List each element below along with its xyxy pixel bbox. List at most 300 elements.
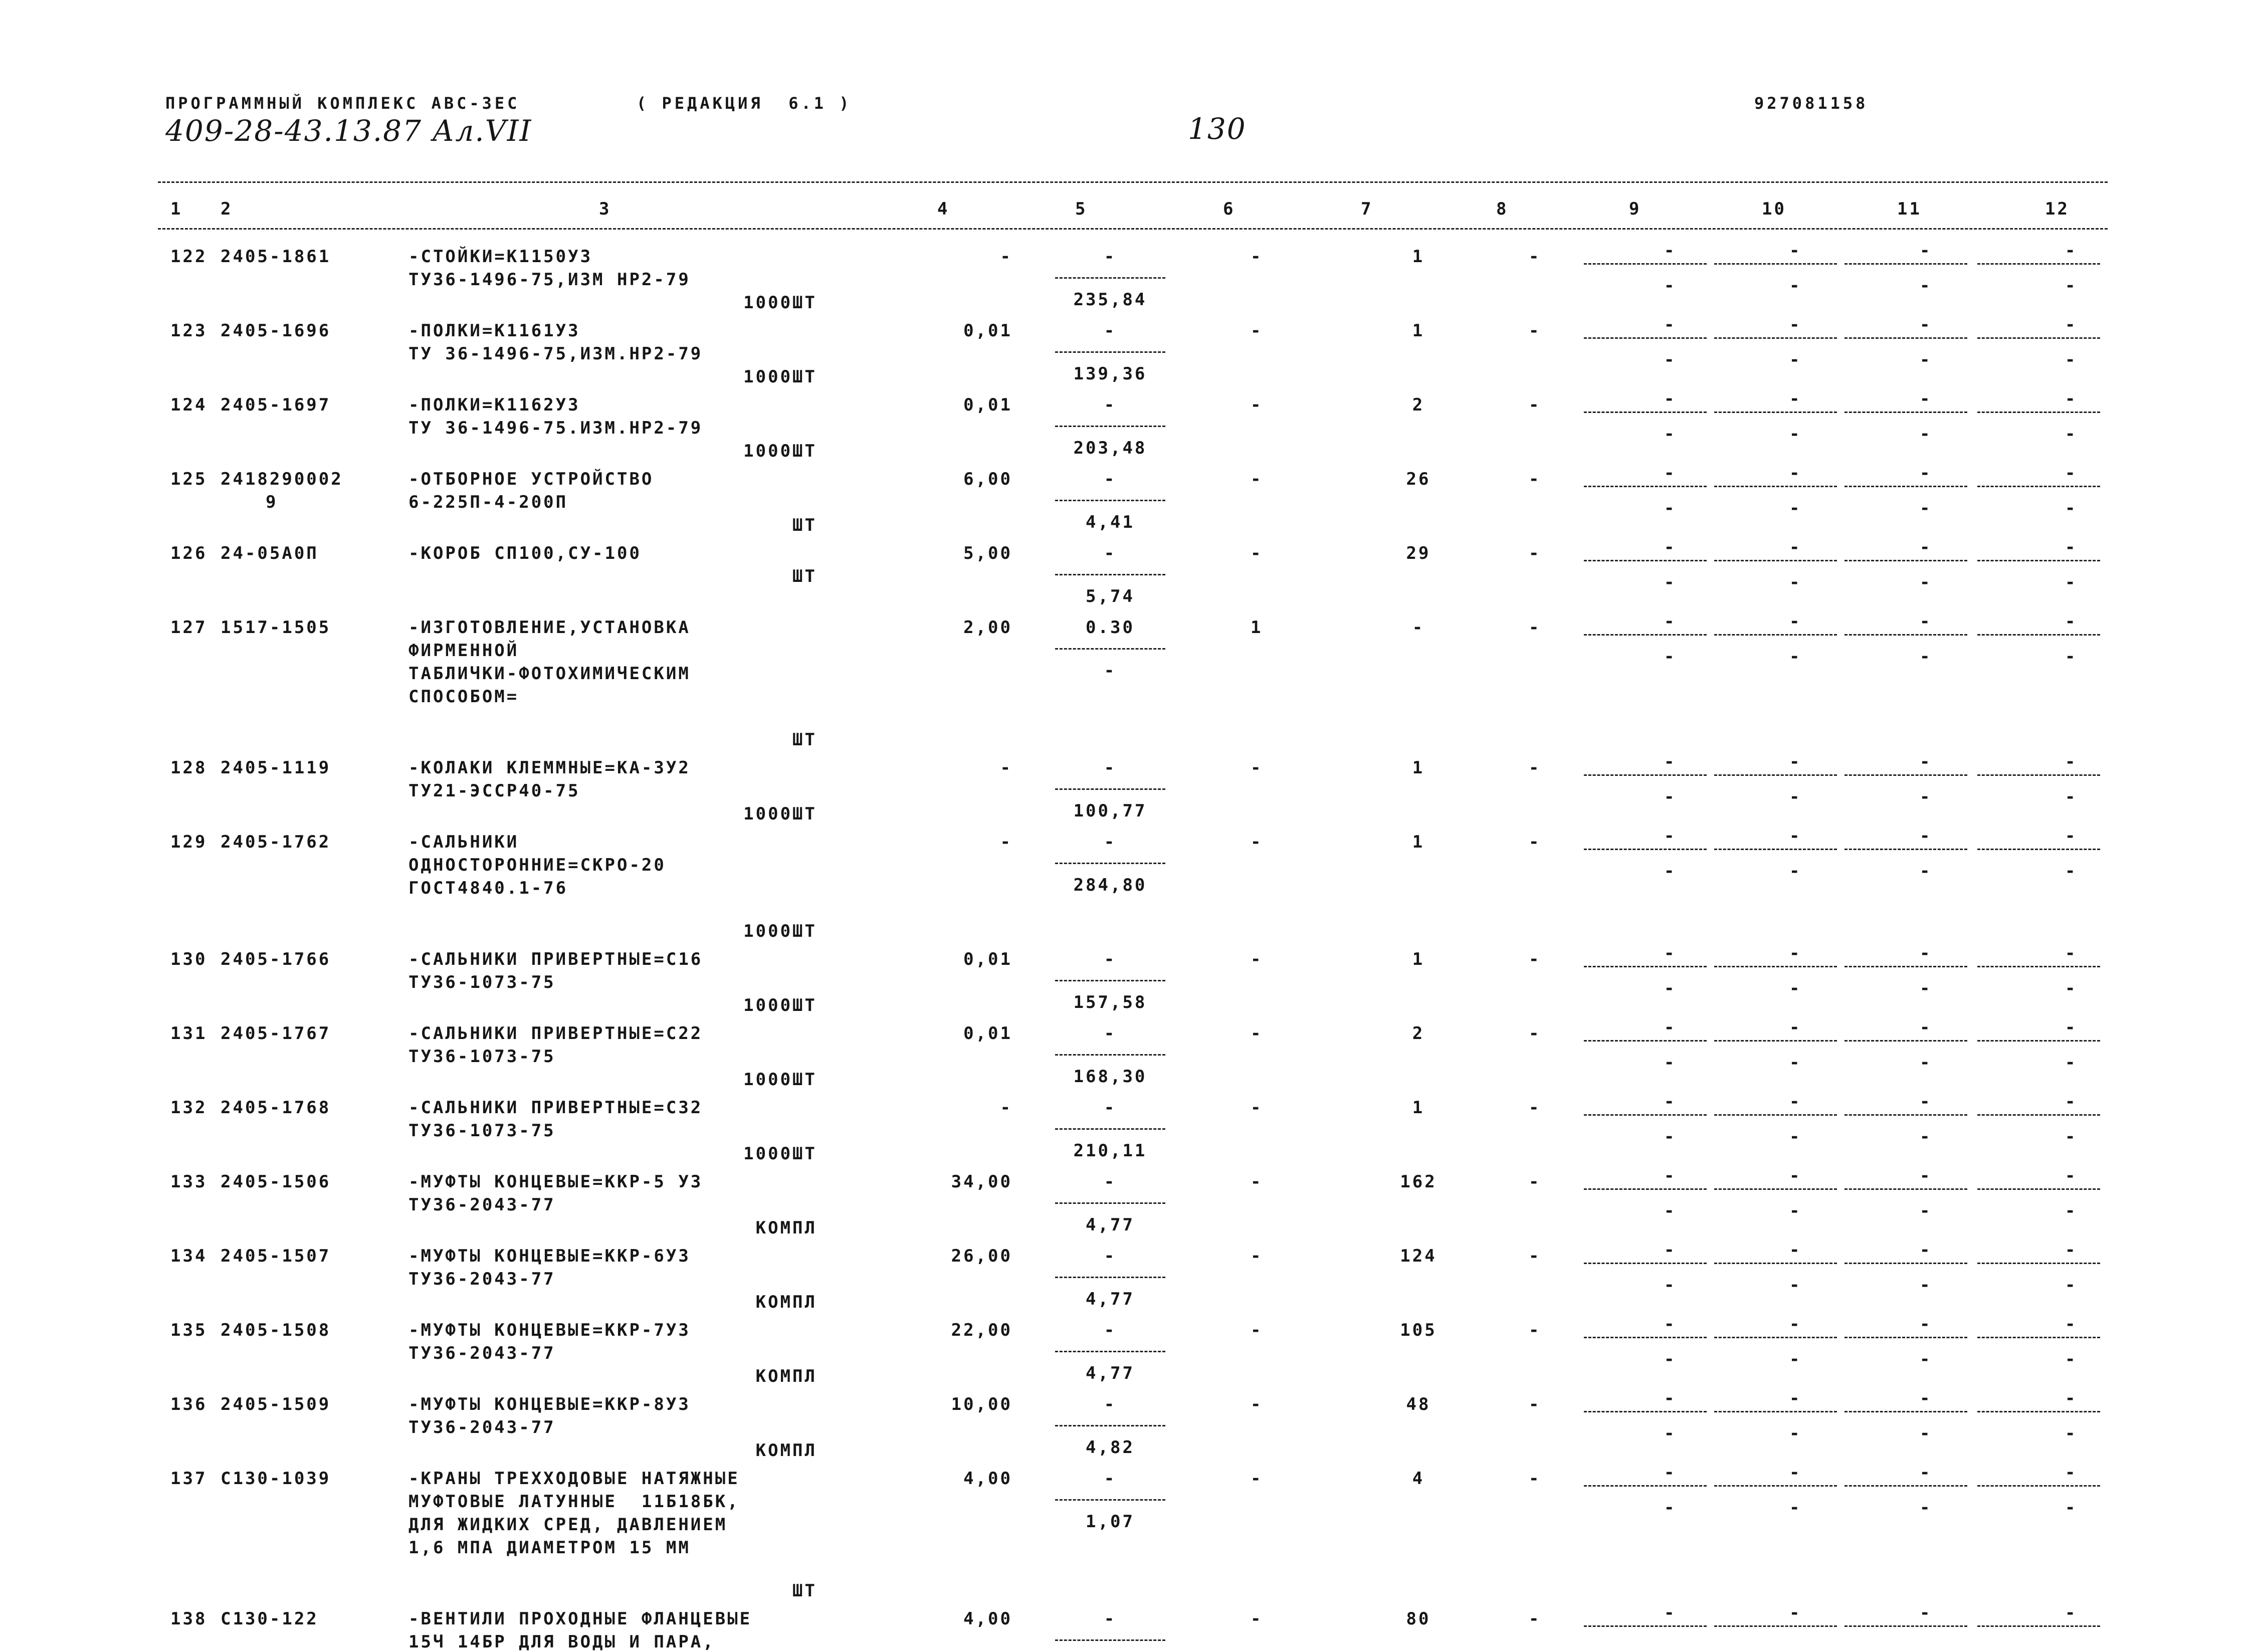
row-col7: 80 [1406,1609,1431,1629]
row-col11: - [1920,1240,1932,1260]
row-col5-subtotal: 5,74 [1086,586,1135,606]
row-unit: КОМПЛ [755,1218,817,1238]
row-col10-lower: - [1789,978,1802,998]
row-code: 2405-1762 [221,832,331,852]
row-col5-subtotal: 235,84 [1073,290,1147,310]
row-description-line: ТУ36-2043-77 [408,1269,556,1289]
row-col10-lower: - [1789,276,1802,296]
row-col12-lower: - [2065,1423,2078,1443]
column-header-7: 7 [1361,199,1373,219]
row-col5-rule [1055,574,1165,575]
column-header-11: 11 [1897,199,1922,219]
row-col7: 1 [1412,321,1425,341]
row-number: 133 [170,1172,208,1192]
row-description-line: ТУ36-1496-75,ИЗМ НР2-79 [408,270,691,290]
column-header-9: 9 [1629,199,1641,219]
row-col10: - [1789,1092,1802,1112]
row-col4: 0,01 [963,395,1012,415]
row-code: 2405-1697 [221,395,331,415]
row-unit: 1000ШТ [743,804,817,824]
row-col9-lower: - [1664,1201,1677,1221]
row-description-line: ТАБЛИЧКИ-ФОТОХИМИЧЕСКИМ [408,664,691,684]
row-right-rule [1977,966,2100,967]
row-col5-subtotal: 4,82 [1086,1437,1135,1458]
row-col11-lower: - [1920,787,1932,807]
row-code: 24-05А0П [221,543,319,563]
row-col11-lower: - [1920,1349,1932,1369]
row-unit: 1000ШТ [743,1070,817,1090]
row-col7: 29 [1406,543,1431,563]
row-number: 126 [170,543,208,563]
row-right-rule [1844,1040,1967,1042]
row-right-rule [1584,774,1707,776]
row-number: 128 [170,758,208,778]
row-col10-lower: - [1789,1349,1802,1369]
row-description-line: -КОЛАКИ КЛЕММНЫЕ=КА-3У2 [408,758,691,778]
row-right-rule [1844,774,1967,776]
row-col5-rule [1055,648,1165,650]
row-col12-lower: - [2065,424,2078,444]
row-description-line: -КОРОБ СП100,СУ-100 [408,543,642,563]
row-col9-lower: - [1664,978,1677,998]
row-col12: - [2065,752,2078,772]
row-right-rule [1584,634,1707,636]
row-description-line: -МУФТЫ КОНЦЕВЫЕ=ККР-5 У3 [408,1172,703,1192]
row-col8: - [1529,395,1541,415]
row-right-rule [1584,1188,1707,1190]
row-col4: 34,00 [951,1172,1012,1192]
row-description-line: СПОСОБОМ= [408,687,519,707]
row-col5: - [1104,758,1117,778]
row-right-rule [1844,411,1967,413]
row-right-rule [1977,1337,2100,1338]
row-col8: - [1529,1320,1541,1340]
row-col6: - [1251,832,1263,852]
row-col11-lower: - [1920,1498,1932,1518]
row-unit: 1000ШТ [743,1144,817,1164]
row-unit: КОМПЛ [755,1292,817,1312]
row-col11: - [1920,1314,1932,1334]
row-col11-lower: - [1920,978,1932,998]
row-right-rule [1977,1114,2100,1116]
row-col10-lower: - [1789,424,1802,444]
row-col9: - [1664,1314,1677,1334]
row-col4: 0,01 [963,321,1012,341]
row-col10-lower: - [1789,572,1802,592]
row-col11-lower: - [1920,276,1932,296]
row-right-rule [1844,486,1967,487]
row-number: 123 [170,321,208,341]
row-col10-lower: - [1789,1275,1802,1295]
row-number: 132 [170,1098,208,1118]
row-col12: - [2065,1603,2078,1623]
row-right-rule [1844,1485,1967,1487]
row-unit: 1000ШТ [743,441,817,461]
row-right-rule [1584,1114,1707,1116]
row-col10: - [1789,1166,1802,1186]
row-col7: 162 [1400,1172,1437,1192]
row-col5: - [1104,1394,1117,1414]
row-right-rule [1977,1625,2100,1627]
row-col10: - [1789,1388,1802,1408]
row-right-rule [1714,560,1837,561]
row-col10-lower: - [1789,1053,1802,1073]
row-description-line: -ОТБОРНОЕ УСТРОЙСТВО [408,469,654,489]
row-col5-subtotal: 203,48 [1073,438,1147,458]
row-col10-lower: - [1789,1498,1802,1518]
row-col9: - [1664,241,1677,261]
row-col9-lower: - [1664,647,1677,667]
row-col11: - [1920,537,1932,557]
row-col5: 0.30 [1086,617,1135,638]
row-code: С130-1039 [221,1469,331,1489]
row-col12: - [2065,1314,2078,1334]
row-col11: - [1920,611,1932,632]
row-col8: - [1529,1394,1541,1414]
row-col11: - [1920,1603,1932,1623]
row-col10: - [1789,1240,1802,1260]
row-col9-lower: - [1664,861,1677,881]
row-col5-rule [1055,1202,1165,1204]
row-unit: КОМПЛ [755,1440,817,1461]
row-col8: - [1529,949,1541,969]
row-col12-lower: - [2065,276,2078,296]
column-header-1: 1 [170,199,183,219]
row-col5-rule [1055,1499,1165,1501]
row-right-rule [1714,263,1837,265]
row-col9: - [1664,315,1677,335]
row-col4: 4,00 [963,1609,1012,1629]
row-col4: - [1000,832,1012,852]
row-description-line: 15Ч 14БР ДЛЯ ВОДЫ И ПАРА, [408,1632,715,1652]
row-col11-lower: - [1920,1127,1932,1147]
row-description-line: -МУФТЫ КОНЦЕВЫЕ=ККР-6У3 [408,1246,691,1266]
row-col9: - [1664,1166,1677,1186]
column-header-8: 8 [1496,199,1509,219]
column-header-4: 4 [937,199,950,219]
row-right-rule [1584,1411,1707,1412]
row-col8: - [1529,1023,1541,1044]
row-col12-lower: - [2065,350,2078,370]
row-unit: 1000ШТ [743,293,817,313]
row-col9: - [1664,1092,1677,1112]
row-col5: - [1104,1172,1117,1192]
row-col7: 1 [1412,758,1425,778]
row-col6: - [1251,1609,1263,1629]
row-right-rule [1977,774,2100,776]
row-code: 2405-1696 [221,321,331,341]
row-unit: 1000ШТ [743,921,817,941]
row-number: 134 [170,1246,208,1266]
page-number: 130 [1188,112,1247,146]
row-code: 1517-1505 [221,617,331,638]
row-description-line: ТУ36-2043-77 [408,1343,556,1363]
row-col11-lower: - [1920,647,1932,667]
row-col5: - [1104,543,1117,563]
row-col11-lower: - [1920,1423,1932,1443]
row-right-rule [1584,1040,1707,1042]
row-col5-rule [1055,863,1165,864]
row-col7: 4 [1412,1469,1425,1489]
row-col6: - [1251,1394,1263,1414]
row-col4: - [1000,758,1012,778]
row-right-rule [1714,1263,1837,1264]
row-right-rule [1584,263,1707,265]
row-col9: - [1664,752,1677,772]
row-col11-lower: - [1920,350,1932,370]
row-col5: - [1104,832,1117,852]
row-col12-lower: - [2065,1349,2078,1369]
row-right-rule [1844,263,1967,265]
row-description-line: 6-225П-4-200П [408,492,568,512]
row-col8: - [1529,1246,1541,1266]
row-col9: - [1664,1463,1677,1483]
row-description-line: ТУ36-2043-77 [408,1195,556,1215]
row-right-rule [1584,560,1707,561]
row-right-rule [1584,849,1707,850]
row-right-rule [1714,1114,1837,1116]
row-col12: - [2065,1166,2078,1186]
row-col5-subtotal: 4,77 [1086,1289,1135,1309]
row-right-rule [1584,966,1707,967]
row-col8: - [1529,321,1541,341]
row-col9: - [1664,943,1677,963]
row-col6: - [1251,949,1263,969]
row-col10-lower: - [1789,498,1802,518]
row-right-rule [1844,1263,1967,1264]
row-description-line: -САЛЬНИКИ ПРИВЕРТНЫЕ=С16 [408,949,703,969]
row-col4: 26,00 [951,1246,1012,1266]
row-col6: - [1251,1320,1263,1340]
row-description-line: -МУФТЫ КОНЦЕВЫЕ=ККР-8У3 [408,1394,691,1414]
row-number: 124 [170,395,208,415]
row-code: 2405-1768 [221,1098,331,1118]
row-col9-lower: - [1664,1423,1677,1443]
row-right-rule [1714,774,1837,776]
row-col5-subtotal: 284,80 [1073,875,1147,895]
row-description-line: ТУ36-1073-75 [408,972,556,992]
row-col9-lower: - [1664,1127,1677,1147]
document-code: 927081158 [1754,94,1869,113]
row-col6: - [1251,247,1263,267]
row-number: 130 [170,949,208,969]
row-col12: - [2065,1240,2078,1260]
row-col5-subtotal: 168,30 [1073,1067,1147,1087]
row-col11: - [1920,943,1932,963]
row-number: 135 [170,1320,208,1340]
row-col10: - [1789,826,1802,846]
row-col4: - [1000,1098,1012,1118]
row-col9: - [1664,463,1677,483]
row-description-line: ТУ36-2043-77 [408,1417,556,1437]
row-description-line: ФИРМЕННОЙ [408,641,519,661]
row-col7: 1 [1412,247,1425,267]
row-col9: - [1664,1240,1677,1260]
row-code: 2405-1767 [221,1023,331,1044]
row-description-line: 1,6 МПА ДИАМЕТРОМ 15 ММ [408,1538,691,1558]
row-col5-rule [1055,788,1165,790]
row-number: 127 [170,617,208,638]
row-col12-lower: - [2065,978,2078,998]
row-right-rule [1714,1485,1837,1487]
row-col12: - [2065,389,2078,409]
row-col10: - [1789,1603,1802,1623]
row-col7: 105 [1400,1320,1437,1340]
row-col8: - [1529,469,1541,489]
row-col6: - [1251,1023,1263,1044]
row-code: 2405-1507 [221,1246,331,1266]
row-col5-subtotal: 139,36 [1073,364,1147,384]
row-col6: - [1251,543,1263,563]
row-col9: - [1664,1388,1677,1408]
row-col5-subtotal: 100,77 [1073,801,1147,821]
row-col6: - [1251,469,1263,489]
row-col12-lower: - [2065,498,2078,518]
row-col9-lower: - [1664,1498,1677,1518]
row-right-rule [1714,966,1837,967]
row-col11: - [1920,1092,1932,1112]
row-col11: - [1920,1463,1932,1483]
row-description-line: ГОСТ4840.1-76 [408,878,568,898]
row-right-rule [1844,1411,1967,1412]
row-number: 122 [170,247,208,267]
row-right-rule [1584,486,1707,487]
row-col7: 26 [1406,469,1431,489]
row-right-rule [1584,1263,1707,1264]
row-col10-lower: - [1789,1201,1802,1221]
row-col10: - [1789,537,1802,557]
row-col6: - [1251,321,1263,341]
row-col12: - [2065,241,2078,261]
row-right-rule [1977,849,2100,850]
row-col8: - [1529,832,1541,852]
row-col11: - [1920,752,1932,772]
row-right-rule [1844,1337,1967,1338]
row-col7: 2 [1412,395,1425,415]
row-col8: - [1529,1172,1541,1192]
row-description-line: ДЛЯ ЖИДКИХ СРЕД, ДАВЛЕНИЕМ [408,1515,728,1535]
row-right-rule [1977,560,2100,561]
row-col12-lower: - [2065,572,2078,592]
row-code-suffix: 9 [266,492,278,512]
row-col5: - [1104,1320,1117,1340]
row-right-rule [1714,1411,1837,1412]
row-number: 129 [170,832,208,852]
row-col10: - [1789,752,1802,772]
row-description-line: -КРАНЫ ТРЕХХОДОВЫЕ НАТЯЖНЫЕ [408,1469,740,1489]
row-col4: 6,00 [963,469,1012,489]
row-col4: 10,00 [951,1394,1012,1414]
row-col12: - [2065,611,2078,632]
row-col7: 1 [1412,832,1425,852]
column-header-3: 3 [599,199,611,219]
row-right-rule [1977,337,2100,339]
row-unit: ШТ [792,515,817,535]
row-col5: - [1104,469,1117,489]
row-col10: - [1789,389,1802,409]
row-col11: - [1920,389,1932,409]
row-col12-lower: - [2065,861,2078,881]
row-col11: - [1920,241,1932,261]
row-right-rule [1844,1188,1967,1190]
row-col5-subtotal: - [1104,661,1117,681]
row-col4: - [1000,247,1012,267]
row-col9-lower: - [1664,498,1677,518]
row-right-rule [1714,634,1837,636]
row-col12: - [2065,1463,2078,1483]
row-col12-lower: - [2065,787,2078,807]
row-right-rule [1584,1625,1707,1627]
row-col6: - [1251,1469,1263,1489]
row-right-rule [1977,1263,2100,1264]
row-code: 2405-1766 [221,949,331,969]
row-col11: - [1920,1388,1932,1408]
row-col10: - [1789,1463,1802,1483]
column-header-2: 2 [221,199,233,219]
row-right-rule [1714,1337,1837,1338]
row-col11: - [1920,1166,1932,1186]
row-col5-subtotal: 4,77 [1086,1215,1135,1235]
row-col5: - [1104,1098,1117,1118]
row-col6: - [1251,1246,1263,1266]
row-col11-lower: - [1920,572,1932,592]
row-col5-rule [1055,1639,1165,1641]
row-col5-rule [1055,980,1165,981]
row-unit: ШТ [792,1581,817,1601]
row-right-rule [1977,1411,2100,1412]
row-col10: - [1789,1017,1802,1038]
row-col11-lower: - [1920,1201,1932,1221]
row-col8: - [1529,1098,1541,1118]
row-col5-rule [1055,426,1165,427]
row-col12: - [2065,463,2078,483]
row-code: 2405-1508 [221,1320,331,1340]
row-col5: - [1104,949,1117,969]
row-col7: 1 [1412,949,1425,969]
row-col4: 2,00 [963,617,1012,638]
row-col12: - [2065,1092,2078,1112]
header-rule-bottom [158,228,2108,230]
row-col5-rule [1055,1277,1165,1278]
row-col5: - [1104,1246,1117,1266]
row-col8: - [1529,1609,1541,1629]
row-col8: - [1529,247,1541,267]
row-col5-subtotal: 4,41 [1086,512,1135,532]
row-col10: - [1789,611,1802,632]
row-right-rule [1977,263,2100,265]
row-col10-lower: - [1789,1127,1802,1147]
row-right-rule [1977,411,2100,413]
row-col9-lower: - [1664,1275,1677,1295]
row-number: 137 [170,1469,208,1489]
row-col8: - [1529,543,1541,563]
row-right-rule [1584,337,1707,339]
row-right-rule [1844,634,1967,636]
row-col9: - [1664,611,1677,632]
row-col7: 1 [1412,1098,1425,1118]
row-col5-rule [1055,351,1165,353]
row-col5-rule [1055,277,1165,279]
row-col5-subtotal: 4,77 [1086,1363,1135,1383]
row-description-line: ТУ 36-1496-75,ИЗМ.НР2-79 [408,344,703,364]
row-col10-lower: - [1789,647,1802,667]
row-description-line: -ВЕНТИЛИ ПРОХОДНЫЕ ФЛАНЦЕВЫЕ [408,1609,752,1629]
row-description-line: ТУ21-ЭССР40-75 [408,781,580,801]
program-title: ПРОГРАММНЫЙ КОМПЛЕКС АВС-3ЕС [165,94,520,113]
header-rule-top [158,181,2108,183]
row-col4: 5,00 [963,543,1012,563]
row-description-line: -САЛЬНИКИ ПРИВЕРТНЫЕ=С32 [408,1098,703,1118]
